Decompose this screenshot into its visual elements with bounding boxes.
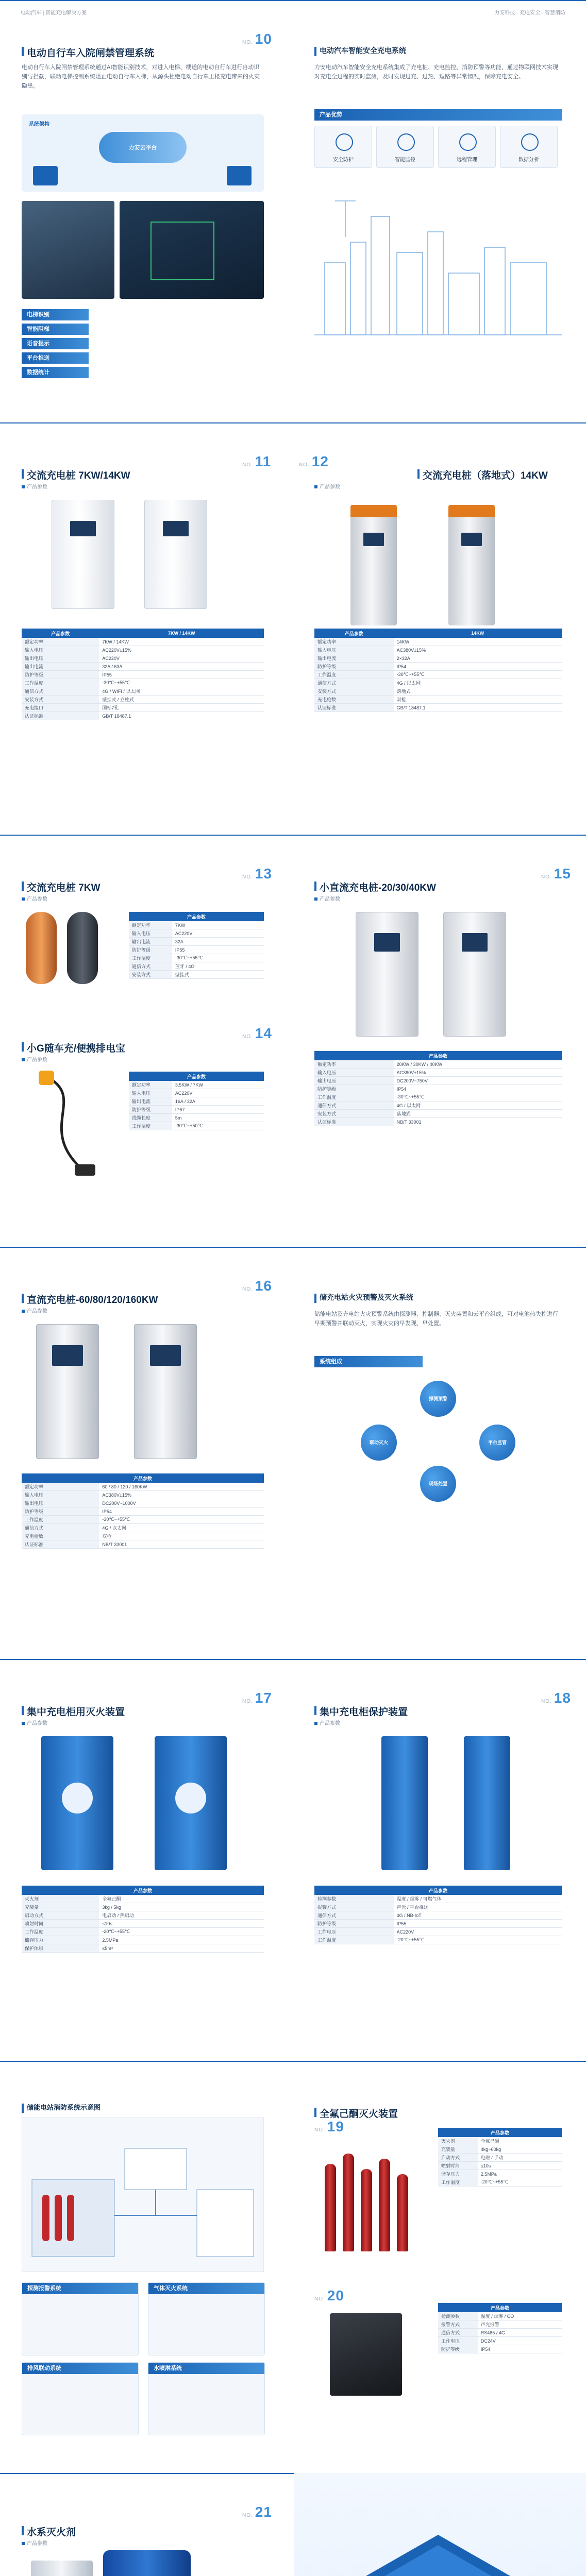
page-number: NO. 14 (242, 1025, 272, 1041)
feature-item: 语音提示 (22, 338, 89, 349)
page-subtitle: 产品参数 (22, 894, 47, 902)
fire-band: 系统组成 (314, 1356, 423, 1367)
page-number: NO. 12 (299, 453, 329, 469)
system-card: 排风联动系统 (22, 2362, 139, 2435)
page-number: NO. 20 (314, 2287, 344, 2303)
page-title: 水系灭火剂 (27, 2524, 76, 2538)
ev-band: 产品优势 (314, 109, 562, 121)
charger-screen (70, 521, 96, 536)
spread-1 (0, 0, 586, 422)
page-title: 小直流充电桩-20/30/40KW (320, 880, 436, 894)
bike-recognition-photo (120, 201, 264, 299)
gas-cylinder (379, 2159, 390, 2251)
pillar-charger-photo (350, 505, 397, 625)
page-number: NO. 21 (242, 2504, 272, 2520)
extinguisher-cabinet-photo (41, 1736, 113, 1870)
top-rule (0, 1247, 586, 1248)
system-card: 气体灭火系统 (148, 2282, 265, 2355)
feature-item: 智能阻梯 (22, 324, 89, 335)
architecture-diagram (22, 114, 264, 192)
ev-feature-card: 智能监控 (376, 126, 434, 168)
wallbox-photo (52, 500, 114, 609)
fire-title: 储充电站火灾预警及灭火系统 (320, 1293, 413, 1301)
ev-title: 电动汽车智能安全充电系统 (320, 46, 406, 55)
page-title: 交流充电桩（落地式）14KW (423, 468, 548, 482)
system-title: 储能电站消防系统示意图 (27, 2102, 101, 2112)
spec-table: 产品参数 额定功率 7KW 输入电压 AC220V 输出电流 32A 防护等级 IP55 工作温度 -30℃~+55℃ 通信方式 蓝牙 / 4G 安装方式 壁挂式 (129, 912, 264, 979)
ev-feature-card: 数据分析 (500, 126, 558, 168)
gas-cylinder (325, 2164, 336, 2251)
snowflake-icon (175, 1783, 206, 1814)
extinguisher-cabinet-photo (155, 1736, 227, 1870)
system-card: 探测报警系统 (22, 2282, 139, 2355)
header-left-text: 电动汽车 | 智能充电解决方案 (21, 10, 87, 16)
diagram-node: 平台监管 (479, 1425, 515, 1461)
fire-system-diagram (330, 1381, 546, 1504)
page-number: NO. 19 (314, 2119, 344, 2134)
ev-feature-card: 远程管理 (438, 126, 496, 168)
spec-table: 产品参数 额定功率 60 / 80 / 120 / 160KW 输入电压 AC380V±15% 输出电压 DC200V~1000V 防护等级 IP54 工作温度 -30℃~+55℃ 通信方式 4G / 以太网 充电枪数 双枪 认证标准 NB/T 33001 (22, 1473, 264, 1549)
gas-cylinder (343, 2154, 354, 2251)
feature-item: 数据统计 (22, 367, 89, 378)
spec-table: 产品参数 14KW 额定功率 14KW 输入电压 AC380V±15% 输出电流 2×32A 防护等级 IP54 工作温度 -30℃~+55℃ 通信方式 4G / 以太网 安装方式 落地式 充电枪数 双枪 认证标准 GB/T 18487.1 (314, 629, 562, 712)
page-subtitle: 产品参数 (314, 1719, 340, 1726)
protection-device-photo (381, 1736, 428, 1870)
page-number: NO. 13 (242, 866, 272, 882)
shield-icon (336, 133, 353, 151)
system-card-grid (22, 2282, 264, 2437)
top-rule (0, 835, 586, 836)
spec-table: 产品参数 7KW / 14KW 额定功率 7KW / 14KW 输入电压 AC220V±15% 输出电压 AC220V 输出电流 32A / 63A 防护等级 IP55 工作温度 -30℃~+55℃ 通信方式 4G / WIFI / 以太网 安装方式 壁挂式 / 立柱式 充电接口 国标7孔 认证标准 GB/T 18487.1 (22, 629, 264, 720)
dc-charger-photo (36, 1324, 99, 1459)
gas-cylinder (397, 2174, 408, 2251)
page-subtitle: 产品参数 (22, 2539, 47, 2547)
page-subtitle: 产品参数 (22, 482, 47, 490)
portable-charger-photo (26, 912, 57, 984)
page-title: 全氟己酮灭火装置 (320, 2106, 398, 2120)
spread-2 (0, 422, 586, 835)
top-rule (0, 422, 586, 423)
city-skyline-illustration (314, 185, 562, 340)
agent-drum-photo (31, 2561, 93, 2576)
portable-charger-photo (67, 912, 98, 984)
page-subtitle: 产品参数 (314, 894, 340, 902)
spread-7 (0, 2473, 586, 2576)
page-number: NO. 16 (242, 1278, 272, 1294)
spec-table: 产品参数 额定功率 3.5KW / 7KW 输入电压 AC220V 输出电流 16A / 32A 防护等级 IP67 线缆长度 5m 工作温度 -30℃~+50℃ (129, 1072, 264, 1130)
dc-charger-photo (443, 912, 506, 1037)
system-card: 水喷淋系统 (148, 2362, 265, 2435)
storage-system-diagram (22, 2117, 264, 2272)
charger-screen (163, 521, 189, 536)
spread-6 (0, 2061, 586, 2473)
top-rule (0, 0, 586, 1)
page-title: 电动自行车入院闸禁管理系统 (27, 45, 154, 59)
page-title: 小G随车充/便携排电宝 (27, 1041, 125, 1055)
page-title: 直流充电桩-60/80/120/160KW (27, 1292, 158, 1306)
page-title: 集中充电柜保护装置 (320, 1704, 408, 1718)
diagram-title: 系统架构 (29, 122, 49, 127)
chart-icon (521, 133, 539, 151)
monitor-icon (397, 133, 415, 151)
cloud-shape (99, 132, 187, 163)
ev-icon-row (314, 126, 562, 172)
page-number: NO. 15 (541, 866, 571, 882)
page-subtitle: 产品参数 (22, 1055, 47, 1063)
intro-paragraph: 电动自行车入院闸禁管理系统通过AI智能识别技术，对进入电梯、楼道的电动自行车进行自动识别与拦截，联动电梯控制系统阻止电动自行车入梯，从源头杜绝电动自行车上楼充电带来的火灾隐患。 (22, 64, 260, 89)
page-number: NO. 17 (242, 1690, 272, 1706)
spread-5 (0, 1659, 586, 2061)
diagram-node: 现场处置 (420, 1466, 456, 1502)
page-subtitle: 产品参数 (314, 482, 340, 490)
elevator-photo (22, 201, 114, 299)
page-number: NO. 10 (242, 31, 272, 47)
spec-table: 产品参数 检测参数 温度 / 烟雾 / 可燃气体 报警方式 声光 / 平台推送 通信方式 4G / NB-IoT 防护等级 IP55 工作电压 AC220V 工作温度 -20℃~+55℃ (314, 1886, 562, 1944)
spec-table: 产品参数 灭火剂 全氟己酮 充装量 4kg~60kg 启动方式 电磁 / 手动 喷射时间 ≤10s 储存压力 2.5MPa 工作温度 -20℃~+55℃ (438, 2128, 562, 2187)
page-subtitle: 产品参数 (22, 1719, 47, 1726)
spec-table: 产品参数 检测参数 温度 / 烟雾 / CO 报警方式 声光报警 通信方式 RS485 / 4G 工作电压 DC24V 防护等级 IP54 (438, 2303, 562, 2353)
cloud-label: 力安云平台 (128, 145, 157, 151)
top-rule (0, 2061, 586, 2062)
header-right-text: 力安科技 · 充电安全 · 智慧消防 (494, 10, 565, 16)
cable-charger-illustration (26, 1066, 119, 1180)
page-number: NO. 11 (242, 453, 272, 469)
detection-box (150, 222, 214, 280)
cylinder-group-photo (320, 2143, 423, 2257)
page-subtitle: 产品参数 (22, 1307, 47, 1314)
remote-icon (459, 133, 477, 151)
page-title: 交流充电桩 7KW (27, 880, 101, 894)
fire-paragraph: 储能电站及充电站火灾预警系统由探测器、控制器、灭火装置和云平台组成，可对电池热失控进行早期预警并联动灭火，实现火灾的早发现、早处置。 (314, 1311, 558, 1327)
page-number: NO. 18 (541, 1690, 571, 1706)
snowflake-icon (62, 1783, 93, 1814)
wallbox-photo (144, 500, 207, 609)
page-title: 交流充电桩 7KW/14KW (27, 468, 130, 482)
dc-charger-photo (356, 912, 418, 1037)
ev-paragraph: 力安电动汽车智能安全充电系统集成了充电桩、充电监控、消防预警等功能，通过物联网技术实现对充电全过程的实时监测，及时发现过充、过热、短路等异常情况，保障充电安全。 (314, 64, 558, 80)
camera-icon (33, 166, 58, 185)
cover-panel (294, 2473, 586, 2576)
gas-cylinder (361, 2169, 372, 2251)
page-header (0, 2, 586, 20)
elevator-icon (227, 166, 252, 185)
feature-item: 平台推送 (22, 352, 89, 364)
spec-table: 产品参数 灭火剂 全氟己酮 充装量 3kg / 5kg 启动方式 电启动 / 热启动 喷射时间 ≤10s 工作温度 -20℃~+55℃ 储存压力 2.5MPa 保护体积 ≤5m³ (22, 1886, 264, 1953)
feature-item: 电梯识别 (22, 309, 89, 320)
protection-device-photo (464, 1736, 510, 1870)
dc-charger-photo (134, 1324, 197, 1459)
page-title: 集中充电柜用灭火装置 (27, 1704, 125, 1718)
cover-hexagon-art (314, 2530, 562, 2576)
diagram-node: 探测预警 (420, 1381, 456, 1417)
agent-drum-photo (103, 2550, 191, 2576)
pillar-charger-photo (448, 505, 495, 625)
ev-feature-card: 安全防护 (314, 126, 372, 168)
top-rule (0, 1659, 586, 1660)
spread-3 (0, 835, 586, 1247)
spec-table: 产品参数 额定功率 20KW / 30KW / 40KW 输入电压 AC380V±15% 输出电压 DC200V~750V 防护等级 IP54 工作温度 -30℃~+55℃ 通信方式 4G / 以太网 安装方式 落地式 认证标准 NB/T 33001 (314, 1051, 562, 1126)
spread-4 (0, 1247, 586, 1659)
diagram-node: 联动灭火 (361, 1425, 397, 1461)
detector-box-photo (330, 2313, 402, 2396)
